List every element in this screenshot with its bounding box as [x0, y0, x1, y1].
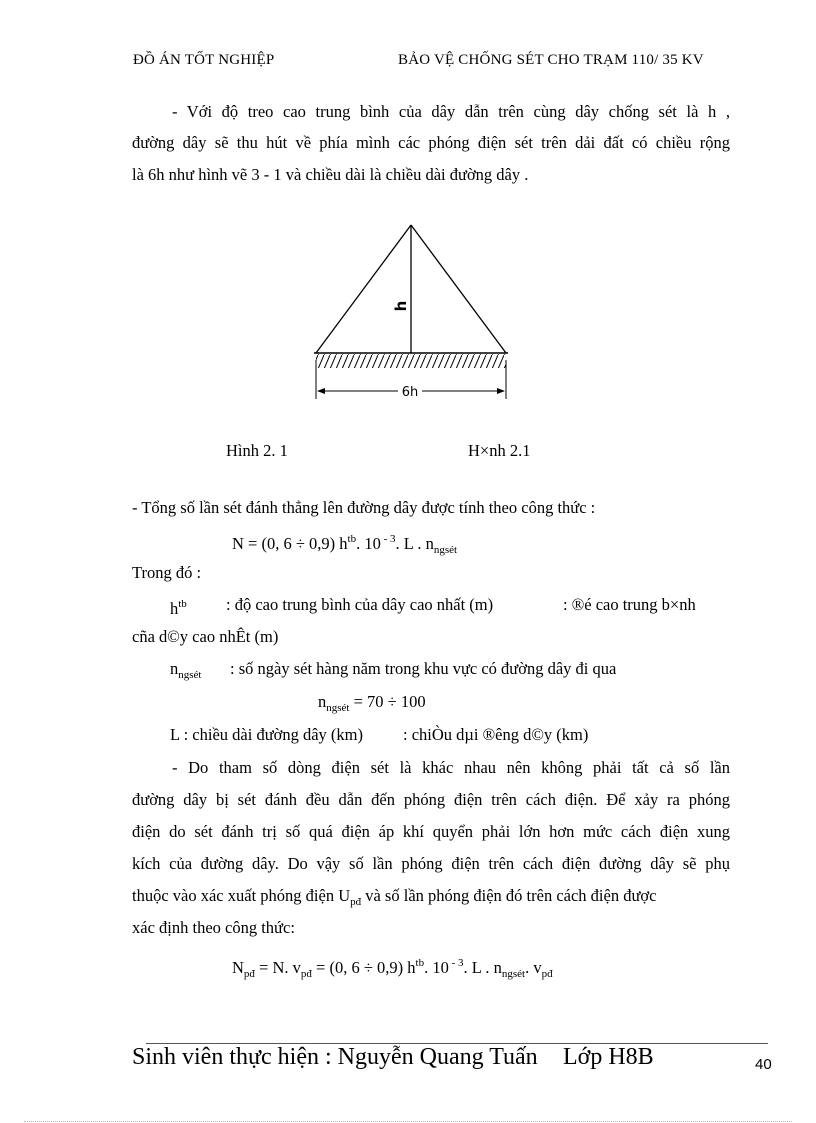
width-label: 6h — [401, 385, 419, 400]
header-right: BẢO VỆ CHỐNG SÉT CHO TRẠM 110/ 35 KV — [398, 52, 704, 68]
formula1-sub: ngsét — [433, 544, 458, 556]
n-value-sub: ngsét — [326, 702, 350, 714]
strike-zone-diagram — [300, 215, 520, 405]
intro-line-1: - Với độ treo cao trung bình của dây dẫn trên cùng dây chống sét là h , — [172, 102, 730, 121]
figure-caption-right: H×nh 2.1 — [468, 441, 531, 460]
htb-symbol — [170, 589, 187, 624]
n-value-n: n — [318, 692, 327, 711]
para2-line-5b: và số lần phóng điện đó trên cách điện được — [361, 886, 657, 905]
para2-line-4: kích của đường dây. Do vậy số lần phóng điện trên cách điện đường dây sẽ phụ — [132, 854, 730, 873]
htb-h: h — [170, 599, 179, 618]
n-symbol — [170, 653, 201, 691]
ground-hatch — [316, 354, 506, 368]
formula2 — [232, 948, 553, 990]
htb-garbled-2: cña d©y cao nhÊt (m) — [132, 627, 279, 646]
dim-arrow-right — [497, 388, 505, 394]
footer-class: Lớp H8B — [563, 1044, 654, 1070]
formula2-sub-ngset: ngsét — [501, 968, 526, 980]
formula2-v2: . v — [525, 958, 542, 977]
formula2-rest: = (0, 6 ÷ 0,9) h — [311, 958, 416, 977]
formula1-end: . L . n — [395, 534, 434, 553]
n-value-range: = 70 ÷ 100 — [349, 692, 426, 711]
figure-caption-left: Hình 2. 1 — [226, 441, 288, 460]
formula2-v-sub: pđ — [300, 968, 312, 980]
para2-line-3: điện do sét đánh trị số quá điện áp khí quyển phải lớn hơn mức cách điện xung — [132, 822, 730, 841]
footer-student: Sinh viên thực hiện : Nguyễn Quang Tuấn — [132, 1044, 538, 1070]
formula2-l: . L . n — [463, 958, 502, 977]
l-description: L : chiều dài đường dây (km) — [170, 725, 364, 744]
triangle-left-edge — [316, 225, 411, 353]
para2-line-6: xác định theo công thức: — [132, 918, 295, 937]
formula2-n: N — [232, 958, 244, 977]
intro-line-3: là 6h như hình vẽ 3 - 1 và chiều dài là chiều dài đường dây . — [132, 165, 529, 184]
l-garbled: : chiÒu dµi ®êng d©y (km) — [403, 725, 589, 744]
height-label: h — [392, 300, 410, 312]
page-number: 40 — [755, 1056, 772, 1073]
formula2-sup-tb: tb — [415, 957, 425, 969]
para2-line-1: - Do tham số dòng điện sét là khác nhau nên không phải tất cả số lần — [172, 758, 730, 777]
header-left: ĐỒ ÁN TỐT NGHIỆP — [133, 52, 275, 68]
dim-arrow-left — [317, 388, 325, 394]
htb-sup: tb — [178, 598, 187, 610]
n-description: : số ngày sét hàng năm trong khu vực có đường dây đi qua — [230, 659, 617, 678]
formula1 — [232, 524, 457, 566]
formula1-mid: . 10 — [356, 534, 381, 553]
formula2-sub-pd: pđ — [541, 968, 553, 980]
htb-description: : độ cao trung bình của dây cao nhất (m) — [226, 595, 494, 614]
htb-garbled: : ®é cao trung b×nh — [563, 595, 696, 614]
intro-line-2: đường dây sẽ thu hút về phía mình các phóng điện sét trên dải đất có chiều rộng — [132, 133, 730, 152]
para2-line-5-sub: pđ — [350, 896, 362, 908]
formula2-mid: . 10 — [424, 958, 449, 977]
formula1-intro: - Tổng số lần sét đánh thẳng lên đường dây được tính theo công thức : — [132, 498, 596, 517]
page-bottom-border — [24, 1121, 792, 1122]
formula2-n-sub: pđ — [243, 968, 255, 980]
n-n: n — [170, 659, 179, 678]
formula1-main: N = (0, 6 ÷ 0,9) h — [232, 534, 348, 553]
where-label: Trong đó : — [132, 563, 202, 582]
para2-line-5a: thuộc vào xác xuất phóng điện U — [132, 886, 351, 905]
formula2-eq: = N. v — [254, 958, 301, 977]
para2-line-2: đường dây bị sét đánh đều dẫn đến phóng điện trên cách điện. Để xảy ra phóng — [132, 790, 730, 809]
triangle-right-edge — [411, 225, 506, 353]
formula2-sup-exp: - 3 — [448, 957, 464, 969]
formula1-sup-tb: tb — [347, 533, 357, 545]
formula1-sup-exp: - 3 — [380, 533, 396, 545]
n-sub: ngsét — [178, 669, 202, 681]
